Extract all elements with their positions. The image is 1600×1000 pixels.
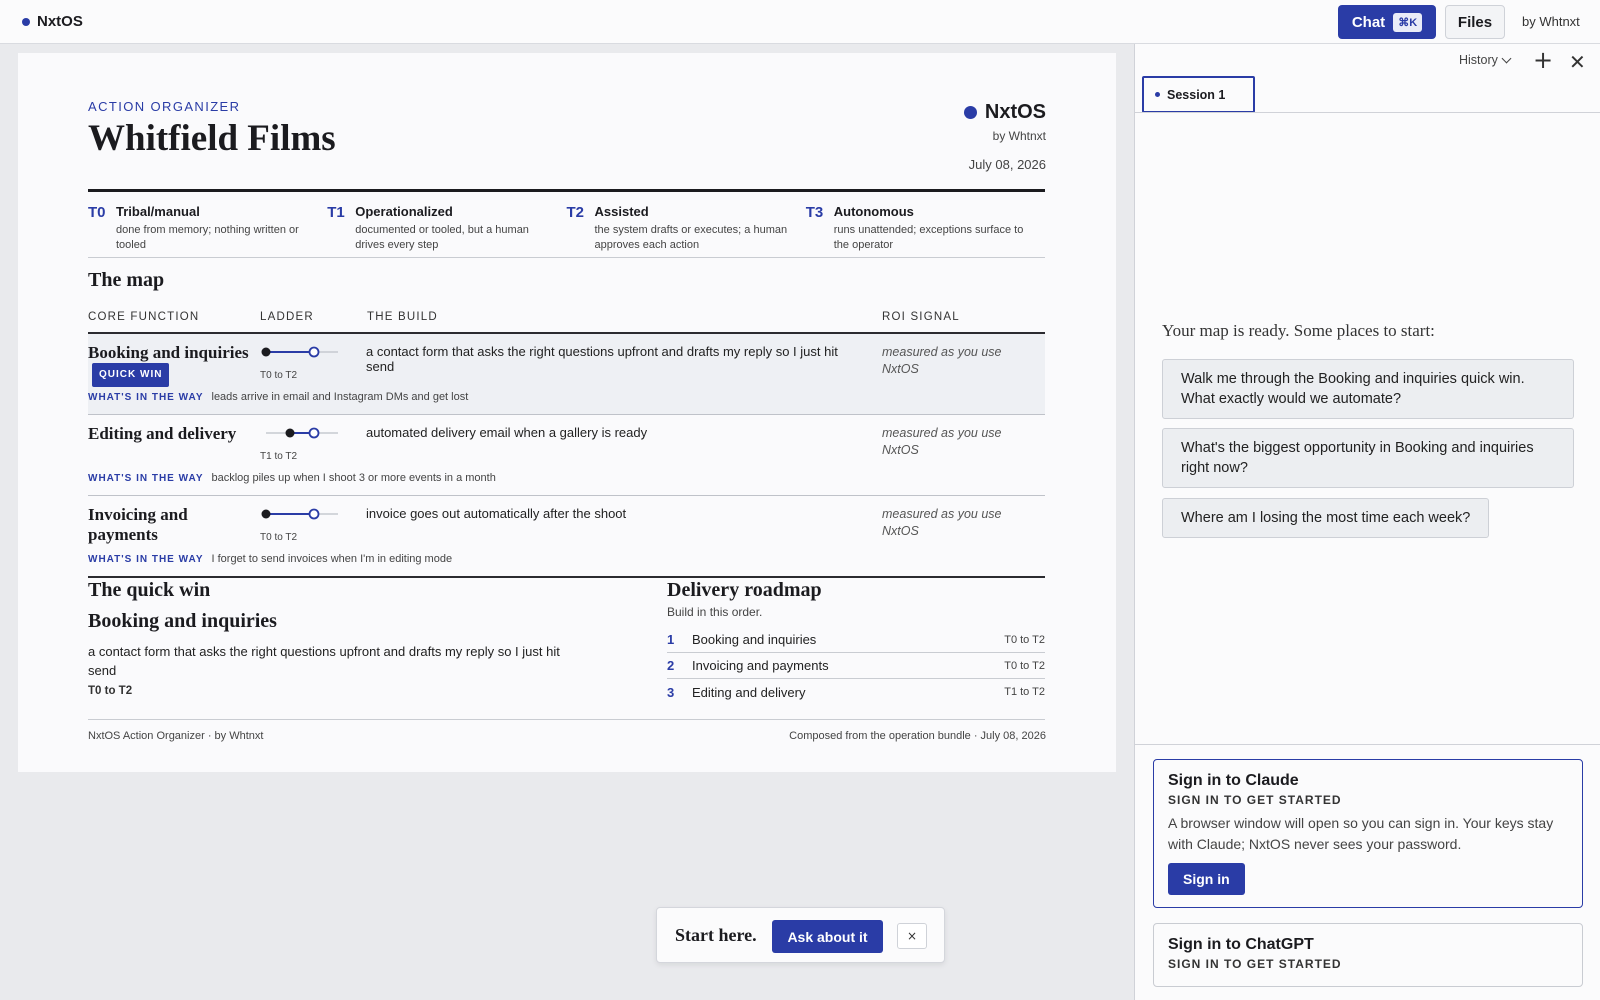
quick-win-desc: a contact form that asks the right questions upfront and drafts my reply so I just hit send [88, 644, 560, 678]
build-text: a contact form that asks the right questions upfront and drafts my reply so I just hit send [366, 344, 838, 374]
ladder-to-dot [310, 348, 319, 357]
core-function-name: Invoicing and payments [88, 505, 188, 544]
tab-divider [1135, 112, 1600, 113]
tier-code: T1 [327, 204, 345, 221]
close-panel-icon[interactable]: ✕ [1569, 50, 1586, 74]
tier-desc: documented or tooled, but a human drives every step [355, 224, 529, 251]
ladder-from-dot [286, 429, 295, 438]
signin-claude-desc: A browser window will open so you can sign in. Your keys stay with Claude; NxtOS never sees your password. [1168, 815, 1554, 852]
roadmap-item [667, 627, 1045, 653]
ladder-label: T0 to T2 [260, 532, 298, 543]
suggestion-button[interactable]: Walk me through the Booking and inquiries quick win. What exactly would we automate? [1162, 359, 1574, 419]
whats-in-the-way [88, 472, 496, 484]
way-text: I forget to send invoices when I'm in editing mode [211, 553, 453, 565]
ladder-label: T0 to T2 [260, 370, 298, 381]
tier-legend [88, 204, 1045, 253]
core-function-name [88, 343, 253, 387]
tier-t2 [567, 204, 806, 253]
doc-date: July 08, 2026 [968, 157, 1046, 172]
signin-chatgpt-card[interactable] [1153, 923, 1583, 987]
tier-name: Assisted [594, 204, 649, 219]
col-core-function: CORE FUNCTION [88, 311, 200, 323]
tier-t0 [88, 204, 327, 253]
roadmap-heading: Delivery roadmap [667, 579, 822, 601]
by-whtnxt-label: by Whtnxt [1522, 14, 1580, 29]
sign-in-button[interactable]: Sign in [1168, 863, 1245, 895]
footer-divider [88, 719, 1045, 720]
roadmap-sub: Build in this order. [667, 605, 763, 619]
roi-signal: measured as you use NxtOS [882, 426, 1002, 457]
brand-dot-icon [22, 18, 30, 26]
way-label: WHAT'S IN THE WAY [88, 473, 204, 484]
tier-t1 [327, 204, 566, 253]
whats-in-the-way [88, 553, 452, 565]
signin-claude-card [1153, 759, 1583, 908]
roadmap-num: 1 [667, 632, 675, 647]
col-roi-signal: ROI SIGNAL [882, 311, 960, 323]
table-row [88, 415, 1045, 496]
table-row [88, 334, 1045, 415]
session-tab-label: Session 1 [1167, 87, 1226, 102]
app-brand[interactable] [22, 13, 83, 30]
col-the-build: THE BUILD [367, 311, 438, 323]
ladder-to-dot [310, 429, 319, 438]
signin-chatgpt-sub: SIGN IN TO GET STARTED [1168, 957, 1342, 971]
tier-name: Operationalized [355, 204, 453, 219]
tier-code: T2 [566, 204, 585, 221]
way-label: WHAT'S IN THE WAY [88, 392, 204, 403]
roadmap-name: Editing and delivery [692, 684, 806, 700]
ladder-from-dot [262, 510, 271, 519]
doc-footer-left: NxtOS Action Organizer · by Whtnxt [88, 730, 264, 742]
way-text: backlog piles up when I shoot 3 or more events in a month [211, 472, 496, 484]
doc-title: Whitfield Films [88, 118, 336, 159]
chat-button-label: Chat [1351, 13, 1386, 31]
roadmap-item [667, 653, 1045, 679]
chat-button[interactable] [1338, 5, 1436, 39]
roadmap-name: Booking and inquiries [692, 632, 817, 647]
tier-desc: runs unattended; exceptions surface to the operator [833, 224, 1024, 251]
doc-footer-right: Composed from the operation bundle · July 08, 2026 [789, 730, 1046, 742]
tier-t3 [806, 204, 1045, 253]
doc-brand-name: NxtOS [984, 101, 1046, 123]
start-here-toast [656, 907, 945, 963]
quick-win-level: T0 to T2 [88, 685, 133, 697]
roadmap-level: T0 to T2 [1004, 659, 1045, 672]
roadmap-level: T1 to T2 [1004, 686, 1045, 698]
new-session-plus-icon[interactable]: + [1533, 46, 1554, 74]
roadmap-num: 2 [667, 658, 675, 673]
signin-claude-title: Sign in to Claude [1168, 772, 1299, 789]
ladder-to-dot [310, 510, 319, 519]
ask-about-it-button[interactable]: Ask about it [772, 920, 883, 953]
build-text: automated delivery email when a gallery is ready [366, 425, 648, 440]
header-divider [88, 189, 1045, 192]
roi-signal: measured as you use NxtOS [882, 345, 1002, 376]
chevron-down-icon [1501, 53, 1511, 63]
way-label: WHAT'S IN THE WAY [88, 554, 204, 565]
quick-win-badge: QUICK WIN [92, 363, 169, 387]
doc-brand [964, 101, 1046, 124]
way-text: leads arrive in email and Instagram DMs and get lost [211, 391, 469, 403]
tier-name: Autonomous [833, 204, 914, 219]
quick-win-name: Booking and inquiries [88, 610, 277, 632]
core-function-text: Booking and inquiries [88, 343, 249, 362]
tier-desc: the system drafts or executes; a human approves each action [594, 224, 788, 251]
map-ready-message: Your map is ready. Some places to start: [1162, 321, 1435, 340]
toast-close-button[interactable]: × [897, 923, 927, 949]
top-bar [0, 0, 1600, 44]
files-button[interactable]: Files [1445, 5, 1505, 39]
tier-divider [88, 257, 1045, 258]
tier-name: Tribal/manual [116, 204, 200, 219]
action-organizer-document [18, 53, 1116, 772]
ladder-label: T1 to T2 [260, 451, 298, 462]
roadmap-level: T0 to T2 [1004, 633, 1045, 646]
session-dot-icon [1155, 92, 1160, 97]
ladder-graphic [260, 506, 348, 522]
quick-win-heading: The quick win [88, 579, 211, 601]
signin-claude-sub: SIGN IN TO GET STARTED [1168, 793, 1342, 807]
chat-panel [1134, 44, 1600, 1000]
roadmap-item [667, 679, 1045, 705]
map-heading: The map [88, 269, 165, 291]
ladder-from-dot [262, 348, 271, 357]
chat-shortcut-badge: ⌘K [1393, 13, 1422, 32]
start-here-text: Start here. [675, 925, 757, 945]
roi-signal: measured as you use NxtOS [882, 507, 1002, 538]
history-label: History [1459, 53, 1498, 67]
roadmap-name: Invoicing and payments [692, 658, 829, 673]
whats-in-the-way [88, 391, 468, 403]
signin-divider [1135, 744, 1600, 745]
suggestion-button[interactable]: What's the biggest opportunity in Booking and inquiries right now? [1162, 428, 1574, 488]
suggestion-button[interactable]: Where am I losing the most time each week? [1162, 498, 1489, 538]
doc-brand-dot-icon [964, 106, 977, 119]
doc-eyebrow: ACTION ORGANIZER [88, 99, 241, 114]
tab-session-1[interactable] [1142, 76, 1255, 113]
ladder-graphic [260, 425, 348, 441]
build-text: invoice goes out automatically after the shoot [366, 506, 627, 521]
core-function-name: Editing and delivery [88, 424, 237, 443]
col-ladder: LADDER [260, 311, 314, 323]
roadmap-list [667, 627, 1045, 705]
signin-chatgpt-title: Sign in to ChatGPT [1168, 936, 1314, 953]
table-row [88, 496, 1045, 577]
doc-brand-by: by Whtnxt [992, 129, 1046, 143]
ladder-graphic [260, 344, 348, 360]
tier-code: T3 [805, 204, 824, 221]
tier-code: T0 [88, 204, 106, 221]
brand-name: NxtOS [37, 13, 83, 30]
table-bottom-divider [88, 576, 1045, 578]
roadmap-num: 3 [667, 684, 675, 700]
tier-desc: done from memory; nothing written or tooled [116, 224, 299, 251]
history-dropdown[interactable] [1459, 53, 1510, 67]
